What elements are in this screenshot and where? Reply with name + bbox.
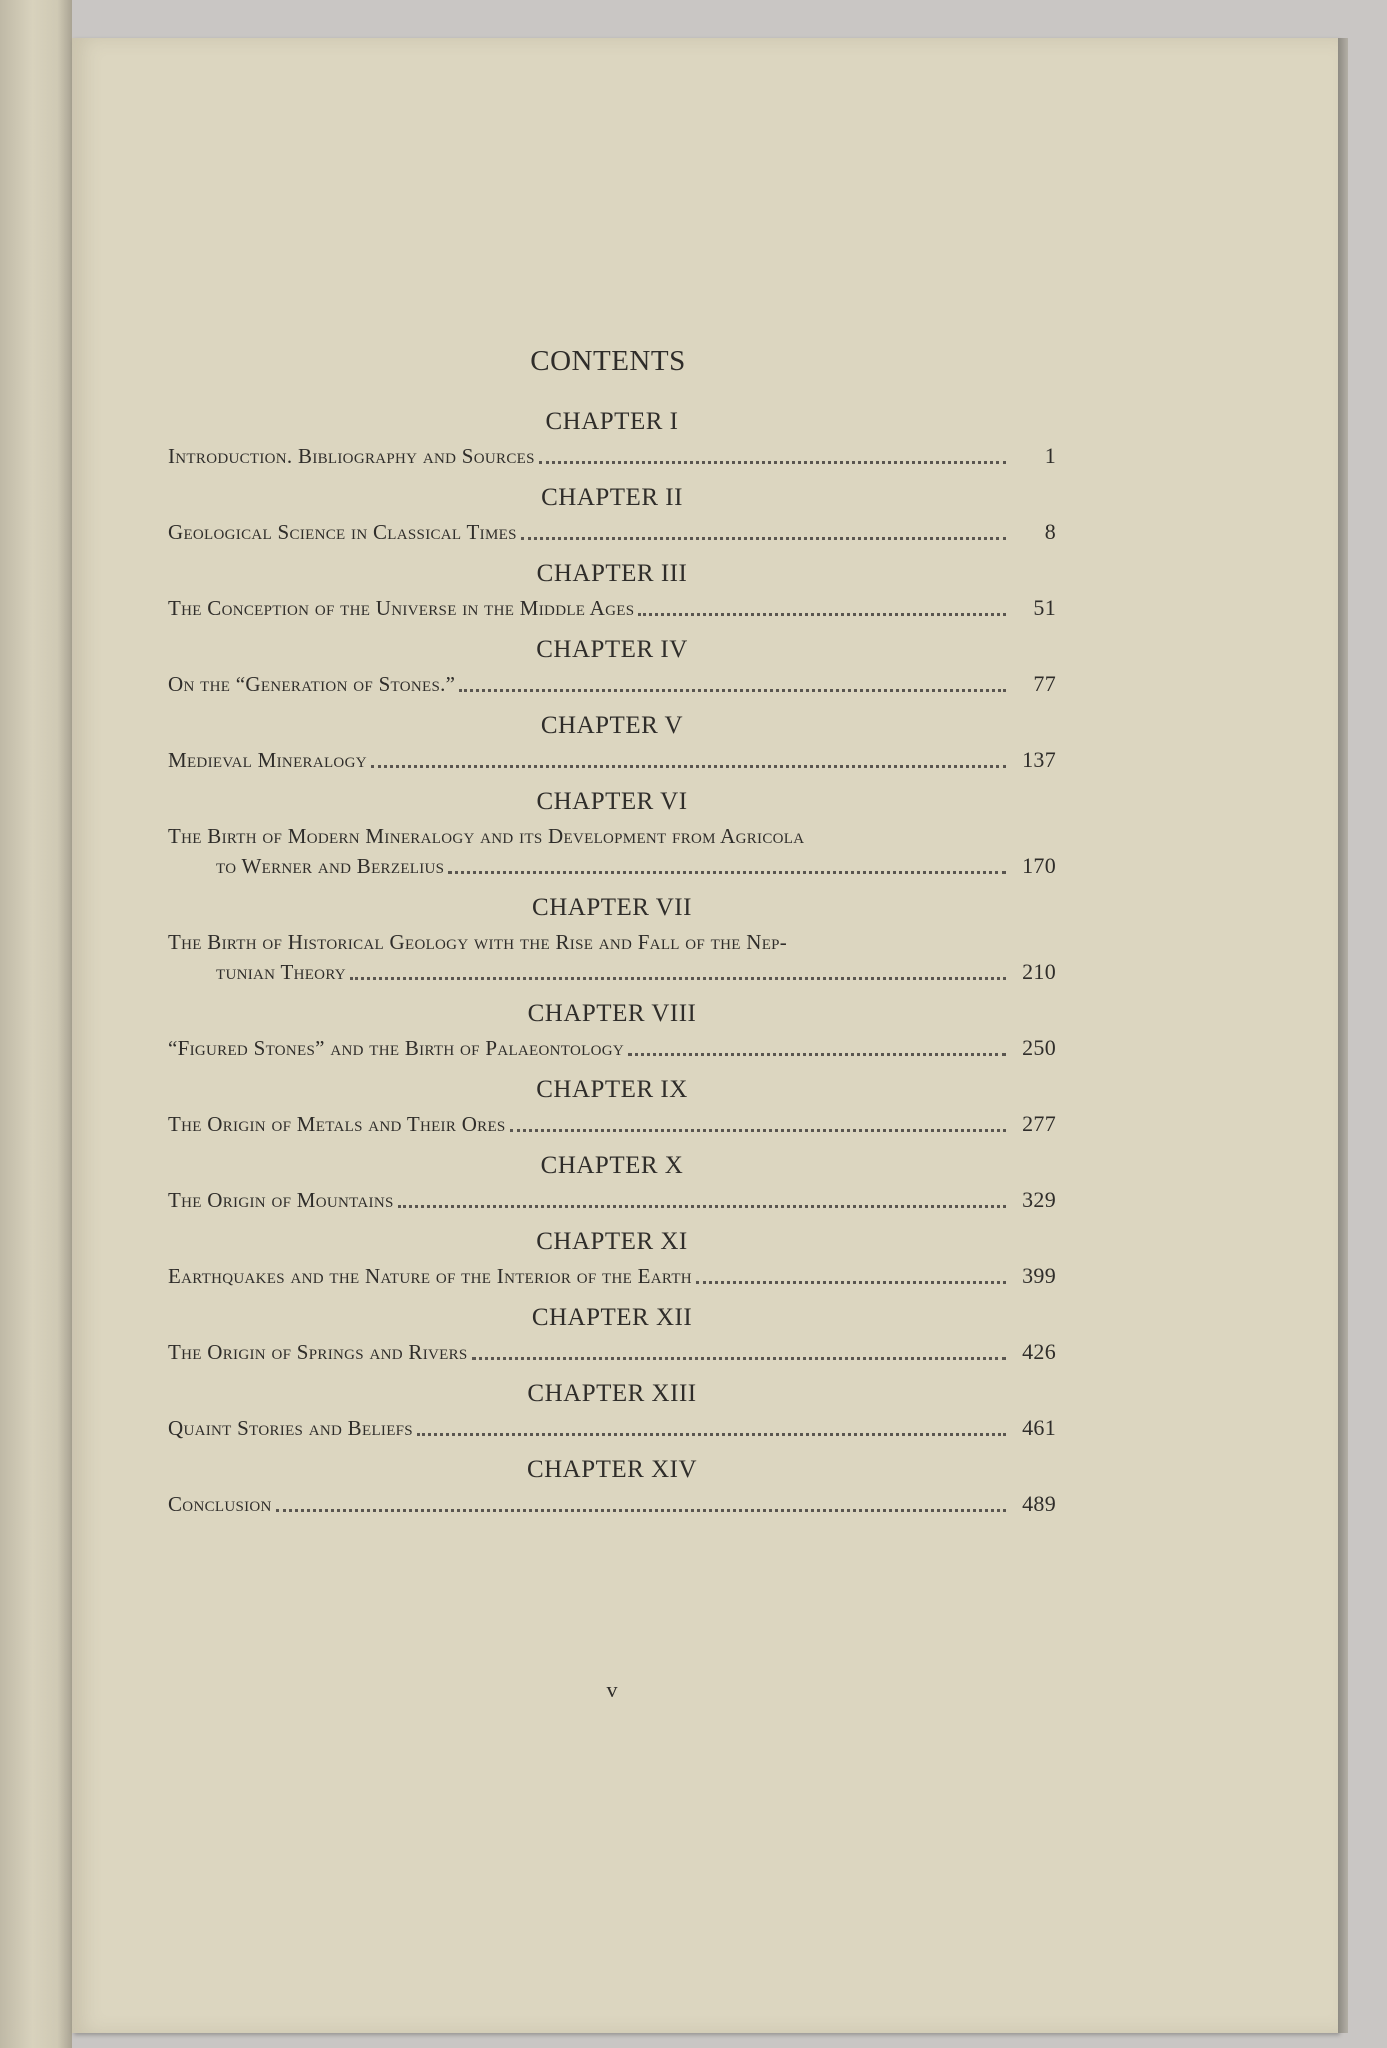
dot-leader (276, 1509, 1006, 1512)
toc-entry[interactable] (168, 593, 1056, 623)
chapter-heading: CHAPTER VII (532, 894, 692, 921)
toc-entry[interactable] (168, 1261, 1056, 1291)
chapter-heading: CHAPTER I (545, 408, 679, 435)
entry-page-number: 489 (1022, 1491, 1056, 1516)
toc-entry[interactable] (168, 669, 1056, 699)
entry-title: The Origin of Springs and Rivers (168, 1340, 468, 1364)
entry-page-number: 51 (1033, 595, 1056, 620)
entry-title: The Origin of Metals and Their Ores (168, 1112, 506, 1136)
toc-chapter (168, 783, 1056, 881)
dot-leader (539, 461, 1006, 464)
dot-leader (638, 613, 1006, 616)
entry-title-line-1: The Birth of Modern Mineralogy and its Development from Agricola (168, 824, 805, 848)
chapter-heading: CHAPTER XIII (527, 1380, 697, 1407)
toc-entry[interactable] (168, 1489, 1056, 1519)
toc-entry[interactable] (168, 517, 1056, 547)
entry-title: Earthquakes and the Nature of the Interior of the Earth (168, 1264, 692, 1288)
toc-chapter (168, 1071, 1056, 1139)
entry-page-number: 277 (1022, 1111, 1056, 1136)
dot-leader (371, 765, 1006, 768)
toc-chapter (168, 1147, 1056, 1215)
table-of-contents (168, 345, 1056, 1527)
toc-chapter (168, 479, 1056, 547)
toc-entry[interactable] (168, 927, 1056, 987)
entry-title: Quaint Stories and Beliefs (168, 1416, 413, 1440)
dot-leader (459, 689, 1006, 692)
dot-leader (398, 1205, 1006, 1208)
entry-title: Conclusion (168, 1492, 272, 1516)
entry-page-number: 8 (1044, 519, 1056, 544)
entry-page-number: 426 (1022, 1339, 1056, 1364)
entry-page-number: 1 (1044, 443, 1056, 468)
chapter-heading: CHAPTER VIII (527, 1000, 697, 1027)
entry-page-number: 170 (1022, 853, 1056, 878)
toc-entry[interactable] (168, 745, 1056, 775)
dot-leader (510, 1129, 1006, 1132)
dot-leader (696, 1281, 1006, 1284)
entry-title: Medieval Mineralogy (168, 748, 367, 772)
toc-chapter (168, 631, 1056, 699)
dot-leader (628, 1053, 1006, 1056)
entry-title-line-2: tunian Theory (216, 960, 346, 984)
dot-leader (448, 871, 1006, 874)
entry-page-number: 250 (1022, 1035, 1056, 1060)
toc-chapter (168, 707, 1056, 775)
toc-entry[interactable] (168, 1109, 1056, 1139)
chapter-heading: CHAPTER II (541, 484, 683, 511)
toc-chapter (168, 1299, 1056, 1367)
toc-chapter (168, 403, 1056, 471)
toc-chapter (168, 1451, 1056, 1519)
page-edge (1338, 38, 1348, 2033)
entry-title: The Conception of the Universe in the Middle Ages (168, 596, 635, 620)
chapter-heading: CHAPTER VI (536, 788, 688, 815)
entry-title: “Figured Stones” and the Birth of Palaeontology (168, 1036, 624, 1060)
toc-chapter (168, 889, 1056, 987)
entry-title-line-2: to Werner and Berzelius (216, 854, 445, 878)
toc-chapter (168, 1375, 1056, 1443)
entry-title: The Origin of Mountains (168, 1188, 394, 1212)
toc-chapter (168, 555, 1056, 623)
entry-title-line-1: The Birth of Historical Geology with the Rise and Fall of the Nep- (168, 930, 788, 954)
toc-entry[interactable] (168, 1033, 1056, 1063)
entry-page-number: 461 (1022, 1415, 1056, 1440)
entry-page-number: 77 (1033, 671, 1056, 696)
toc-entry[interactable] (168, 1337, 1056, 1367)
entry-title: On the “Generation of Stones.” (168, 672, 456, 696)
book-spine-shadow (0, 0, 72, 2048)
toc-chapter (168, 995, 1056, 1063)
entry-page-number: 137 (1022, 747, 1056, 772)
toc-entry[interactable] (168, 1185, 1056, 1215)
entry-title: Introduction. Bibliography and Sources (168, 444, 535, 468)
chapter-heading: CHAPTER III (536, 560, 688, 587)
entry-page-number: 210 (1022, 959, 1056, 984)
chapter-heading: CHAPTER XII (531, 1304, 693, 1331)
dot-leader (472, 1357, 1006, 1360)
toc-chapter (168, 1223, 1056, 1291)
dot-leader (417, 1433, 1006, 1436)
dot-leader (350, 977, 1006, 980)
entry-title: Geological Science in Classical Times (168, 520, 517, 544)
entry-page-number: 329 (1022, 1187, 1056, 1212)
dot-leader (521, 537, 1006, 540)
chapter-heading: CHAPTER V (540, 712, 684, 739)
page-title: CONTENTS (530, 345, 686, 377)
chapter-heading: CHAPTER IX (536, 1076, 688, 1103)
toc-entry[interactable] (168, 1413, 1056, 1443)
page-folio: v (606, 1677, 618, 1702)
entry-page-number: 399 (1022, 1263, 1056, 1288)
chapter-heading: CHAPTER XIV (526, 1456, 698, 1483)
toc-entry[interactable] (168, 821, 1056, 881)
chapter-heading: CHAPTER X (540, 1152, 684, 1179)
toc-entry[interactable] (168, 441, 1056, 471)
chapter-heading: CHAPTER IV (536, 636, 688, 663)
chapter-heading: CHAPTER XI (536, 1228, 688, 1255)
